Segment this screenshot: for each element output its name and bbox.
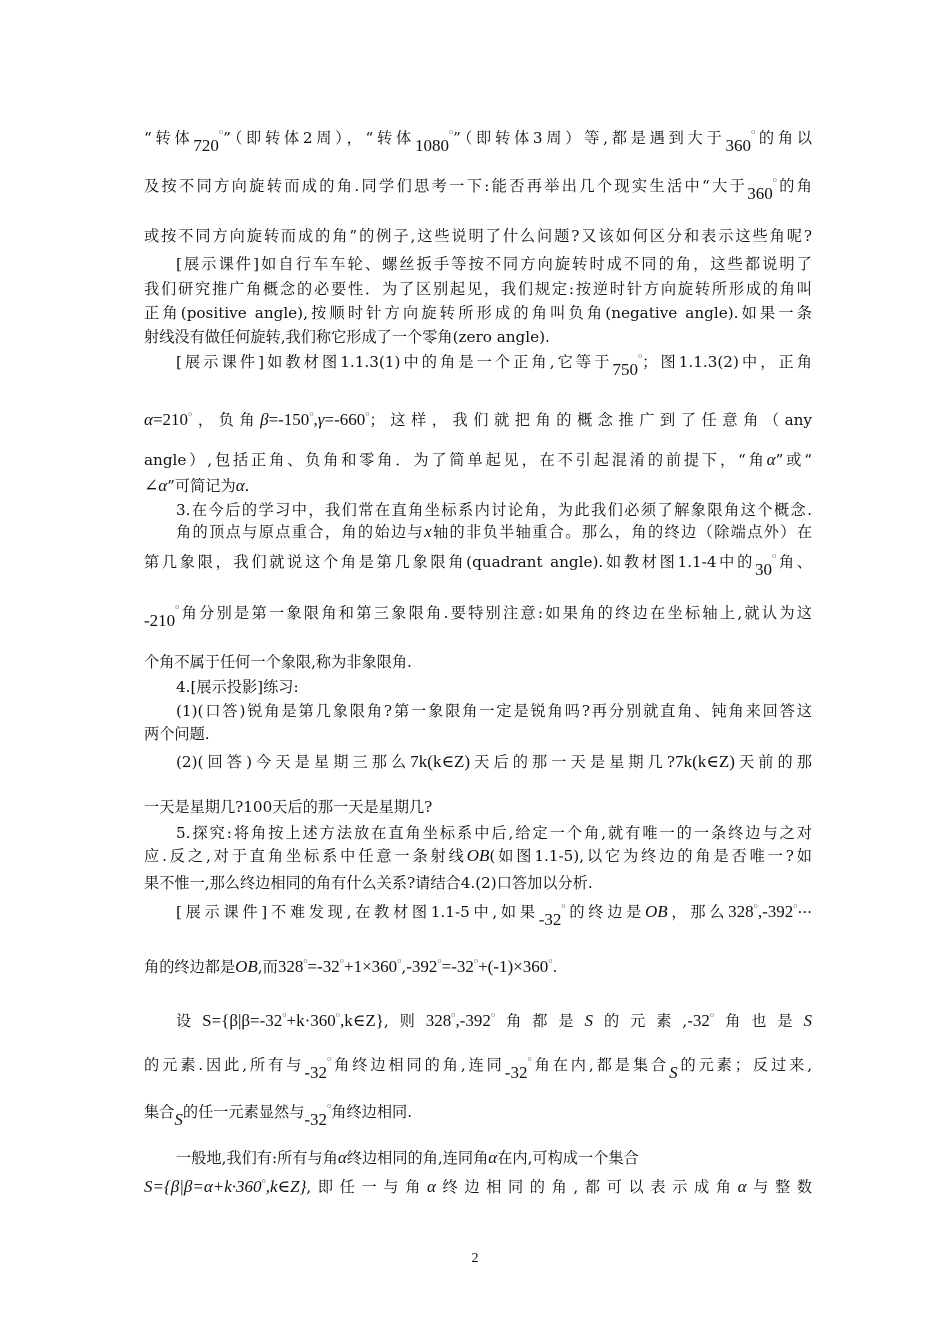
text-line: 设$S=\{\beta|\beta=-32^o+k\cdot 360^o,k\in Z\}$,则328$^o$,-392$^o$角都是S的元素,-32$^o$角也是S (176, 1011, 812, 1030)
text-line: 我们研究推广角概念的必要性．为了区别起见，我们规定:按逆时针方向旋转所形成的角叫 (144, 280, 812, 298)
text-line: 集合S的任一元素显然与-32$^o$角终边相同. (144, 1102, 413, 1129)
text-line: 或按不同方向旋转而成的角”的例子,这些说明了什么问题?又该如何区分和表示这些角呢? (144, 227, 812, 245)
text-line: 正角(positive angle),按顺时针方向旋转所形成的角叫负角(negative angle).如果一条 (144, 304, 812, 322)
text-line: (2)(回答)今天是星期三那么7k(k∈Z)天后的那一天是星期几?7k(k∈Z)天前的那 (176, 752, 812, 771)
text-line: $S=\{\beta|\beta=\alpha+k\cdot 360^o,k\in Z\}$,即任一与角α终边相同的角,都可以表示成角α与整数 (144, 1177, 813, 1196)
text-line: $\alpha=210^o$，负角$\beta=-150^o,\gamma=-660^o$；这样，我们就把角的概念推广到了任意角（any (144, 410, 812, 429)
text-line: [展示课件]不难发现,在教材图1.1-5中,如果-32$^o$的终边是OB，那么$328^o,-392^o\cdot\cdot\cdot$ (176, 902, 812, 929)
text-line: angle）,包括正角、负角和零角．为了简单起见，在不引起混淆的前提下，“角α”或“ (144, 450, 813, 469)
text-line: [展示课件]如自行车车轮、螺丝扳手等按不同方向旋转时成不同的角，这些都说明了 (176, 255, 812, 273)
text-line: 第几象限，我们就说这个角是第几象限角(quadrant angle).如教材图1.1-4中的30$^o$角、 (144, 552, 812, 579)
text-line: 角的终边都是OB,而$328^o=-32^o+1\times 360^o,-392^o=-32^o+(-1)\times 360^o$. (144, 957, 558, 976)
page-number: 2 (471, 1251, 479, 1266)
text-line: 一般地,我们有:所有与角α终边相同的角,连同角α在内,可构成一个集合 (176, 1148, 639, 1167)
text-line: 射线没有做任何旋转,我们称它形成了一个零角(zero angle). (144, 328, 550, 346)
text-line: 5.探究:将角按上述方法放在直角坐标系中后,给定一个角,就有唯一的一条终边与之对 (176, 824, 812, 842)
text-line: 果不惟一,那么终边相同的角有什么关系?请结合4.(2)口答加以分析. (144, 874, 593, 892)
text-line: 角的顶点与原点重合，角的始边与x轴的非负半轴重合。那么，角的终边（除端点外）在 (176, 522, 813, 541)
text-line: 应.反之,对于直角坐标系中任意一条射线OB(如图1.1-5),以它为终边的角是否唯一?如 (144, 846, 812, 865)
text-line: [展示课件]如教材图1.1.3(1)中的角是一个正角,它等于750$^o$；图1.1.3(2)中，正角 (176, 352, 812, 379)
text-line: “转体720$^o$”（即转体2周），“转体1080$^o$”（即转体3周）等,都是遇到大于360$^o$的角以 (144, 128, 813, 155)
text-line: 一天是星期几?100天后的那一天是星期几? (144, 798, 433, 816)
text-line: 两个问题. (144, 725, 210, 743)
text-line: ∠α”可简记为α. (144, 476, 250, 495)
text-line: 个角不属于任何一个象限,称为非象限角. (144, 653, 412, 671)
text-line: 的元素.因此,所有与-32$^o$角终边相同的角,连同-32$^o$角在内,都是集合S的元素；反过来, (144, 1055, 813, 1082)
text-line: 3.在今后的学习中，我们常在直角坐标系内讨论角，为此我们必须了解象限角这个概念. (176, 501, 812, 519)
text-line: -210$^o$角分别是第一象限角和第三象限角.要特别注意:如果角的终边在坐标轴上,就认为这 (144, 603, 812, 630)
text-line: (1)(口答)锐角是第几象限角?第一象限角一定是锐角吗?再分别就直角、钝角来回答这 (176, 702, 812, 720)
text-line: 及按不同方向旋转而成的角.同学们思考一下:能否再举出几个现实生活中“大于360$^o$的角 (144, 176, 812, 203)
text-line: 4.[展示投影]练习: (176, 678, 299, 696)
